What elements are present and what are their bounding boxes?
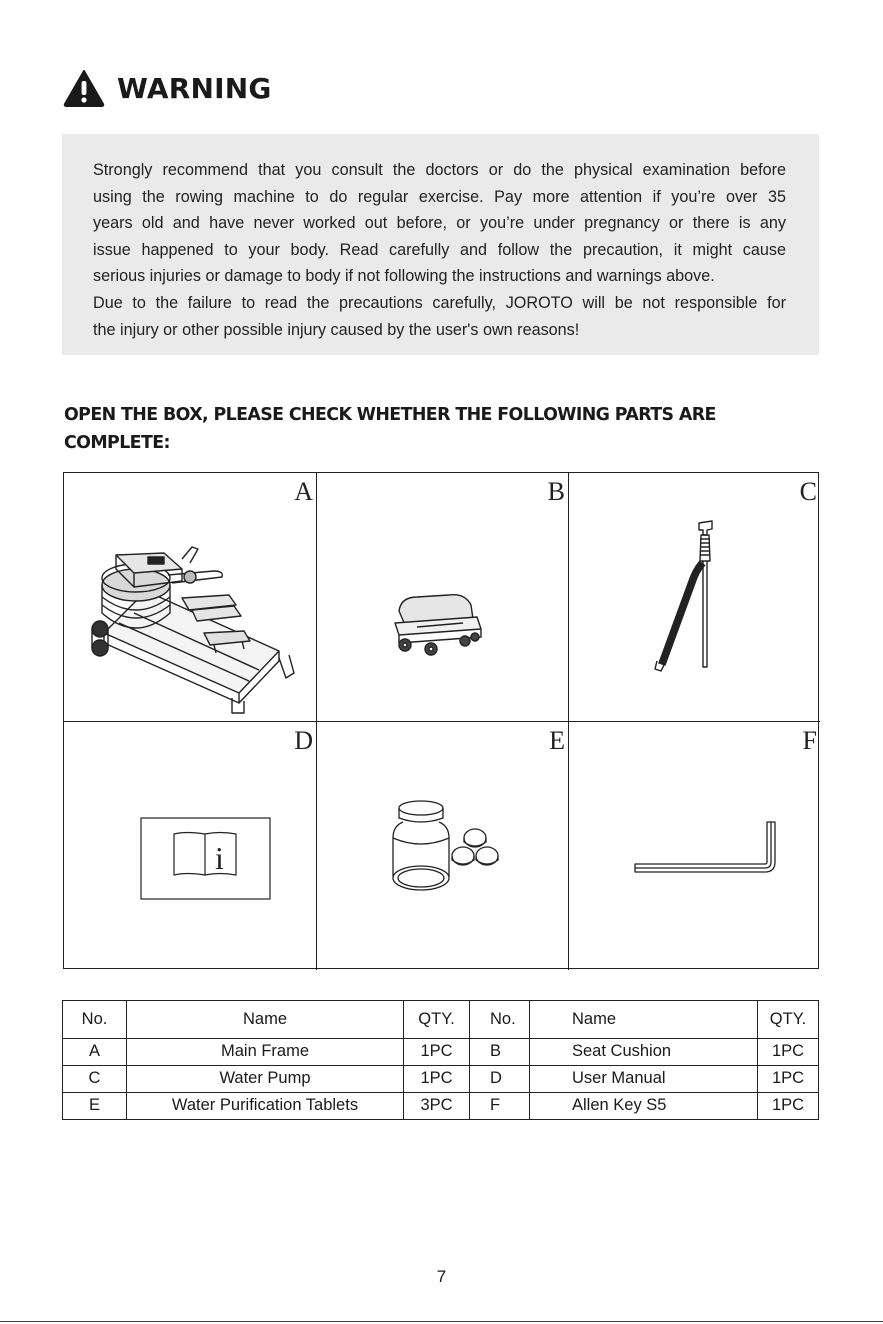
page-number: 7 — [436, 1267, 447, 1286]
table-cell: 1PC — [758, 1039, 819, 1066]
part-cell-d — [64, 722, 317, 970]
table-cell: B — [470, 1039, 530, 1066]
table-cell: 3PC — [404, 1093, 470, 1120]
table-cell: User Manual — [530, 1066, 758, 1093]
parts-check-title — [64, 401, 804, 457]
table-row — [63, 1093, 819, 1120]
column-header-no: No. — [63, 1001, 127, 1039]
table-cell: A — [63, 1039, 127, 1066]
table-cell: 1PC — [404, 1039, 470, 1066]
part-cell-b — [317, 473, 569, 722]
table-cell: 1PC — [758, 1093, 819, 1120]
part-letter: C — [799, 477, 817, 506]
column-header-name: Name — [530, 1001, 758, 1039]
table-cell: C — [63, 1066, 127, 1093]
warning-text-line: using the rowing machine to do regular exercise. Pay more attention if you’re over 35 — [93, 187, 786, 206]
warning-triangle-icon — [63, 69, 105, 107]
table-cell: Water Purification Tablets — [127, 1093, 404, 1120]
table-cell: E — [63, 1093, 127, 1120]
table-header-row — [63, 1001, 819, 1039]
seat-cushion-illustration — [317, 473, 568, 721]
table-row — [63, 1039, 819, 1066]
warning-text-line: serious injuries or damage to body if not following the instructions and warnings above. — [93, 267, 715, 286]
page-bottom-rule — [0, 1321, 883, 1322]
part-cell-a — [64, 473, 317, 722]
warning-text-line: Strongly recommend that you consult the doctors or do the physical examination before — [93, 161, 786, 179]
table-row — [63, 1066, 819, 1093]
water-pump-illustration — [569, 473, 820, 721]
part-cell-f — [569, 722, 820, 970]
part-letter: F — [802, 726, 817, 755]
table-cell: Water Pump — [127, 1066, 404, 1093]
table-cell: D — [470, 1066, 530, 1093]
column-header-qty: QTY. — [758, 1001, 819, 1039]
table-cell: 1PC — [404, 1066, 470, 1093]
info-glyph-icon: i — [215, 840, 224, 876]
warning-text-line: years old and have never worked out before, or you’re under pregnancy or there is any — [93, 214, 786, 233]
part-letter: A — [294, 477, 313, 506]
parts-check-title-line: OPEN THE BOX, PLEASE CHECK WHETHER THE FOLLOWING PARTS ARE — [64, 405, 716, 425]
warning-heading — [63, 66, 272, 110]
table-cell: Seat Cushion — [530, 1039, 758, 1066]
table-cell: 1PC — [758, 1066, 819, 1093]
table-cell: Main Frame — [127, 1039, 404, 1066]
main-frame-illustration — [64, 473, 316, 721]
warning-text-line: the injury or other possible injury caused by the user's own reasons! — [93, 320, 580, 339]
user-manual-illustration — [64, 722, 316, 969]
warning-title: WARNING — [117, 71, 272, 105]
parts-check-title-line: COMPLETE: — [64, 433, 170, 453]
part-letter: E — [549, 726, 565, 755]
part-letter: B — [547, 477, 565, 506]
parts-list-table — [62, 1000, 819, 1120]
column-header-qty: QTY. — [404, 1001, 470, 1039]
warning-text-line: Due to the failure to read the precautions carefully, JOROTO will be not responsible for — [93, 293, 786, 312]
column-header-no: No. — [470, 1001, 530, 1039]
table-cell: F — [470, 1093, 530, 1120]
table-cell: Allen Key S5 — [530, 1093, 758, 1120]
warning-text-line: issue happened to your body. Read carefully and follow the precaution, it might cause — [93, 240, 786, 259]
part-letter: D — [294, 726, 313, 755]
allen-key-illustration — [569, 722, 820, 969]
purification-tablets-illustration — [317, 722, 568, 969]
warning-text-box — [62, 134, 819, 355]
column-header-name: Name — [127, 1001, 404, 1039]
part-cell-c — [569, 473, 820, 722]
parts-illustration-grid — [63, 472, 819, 969]
part-cell-e — [317, 722, 569, 970]
